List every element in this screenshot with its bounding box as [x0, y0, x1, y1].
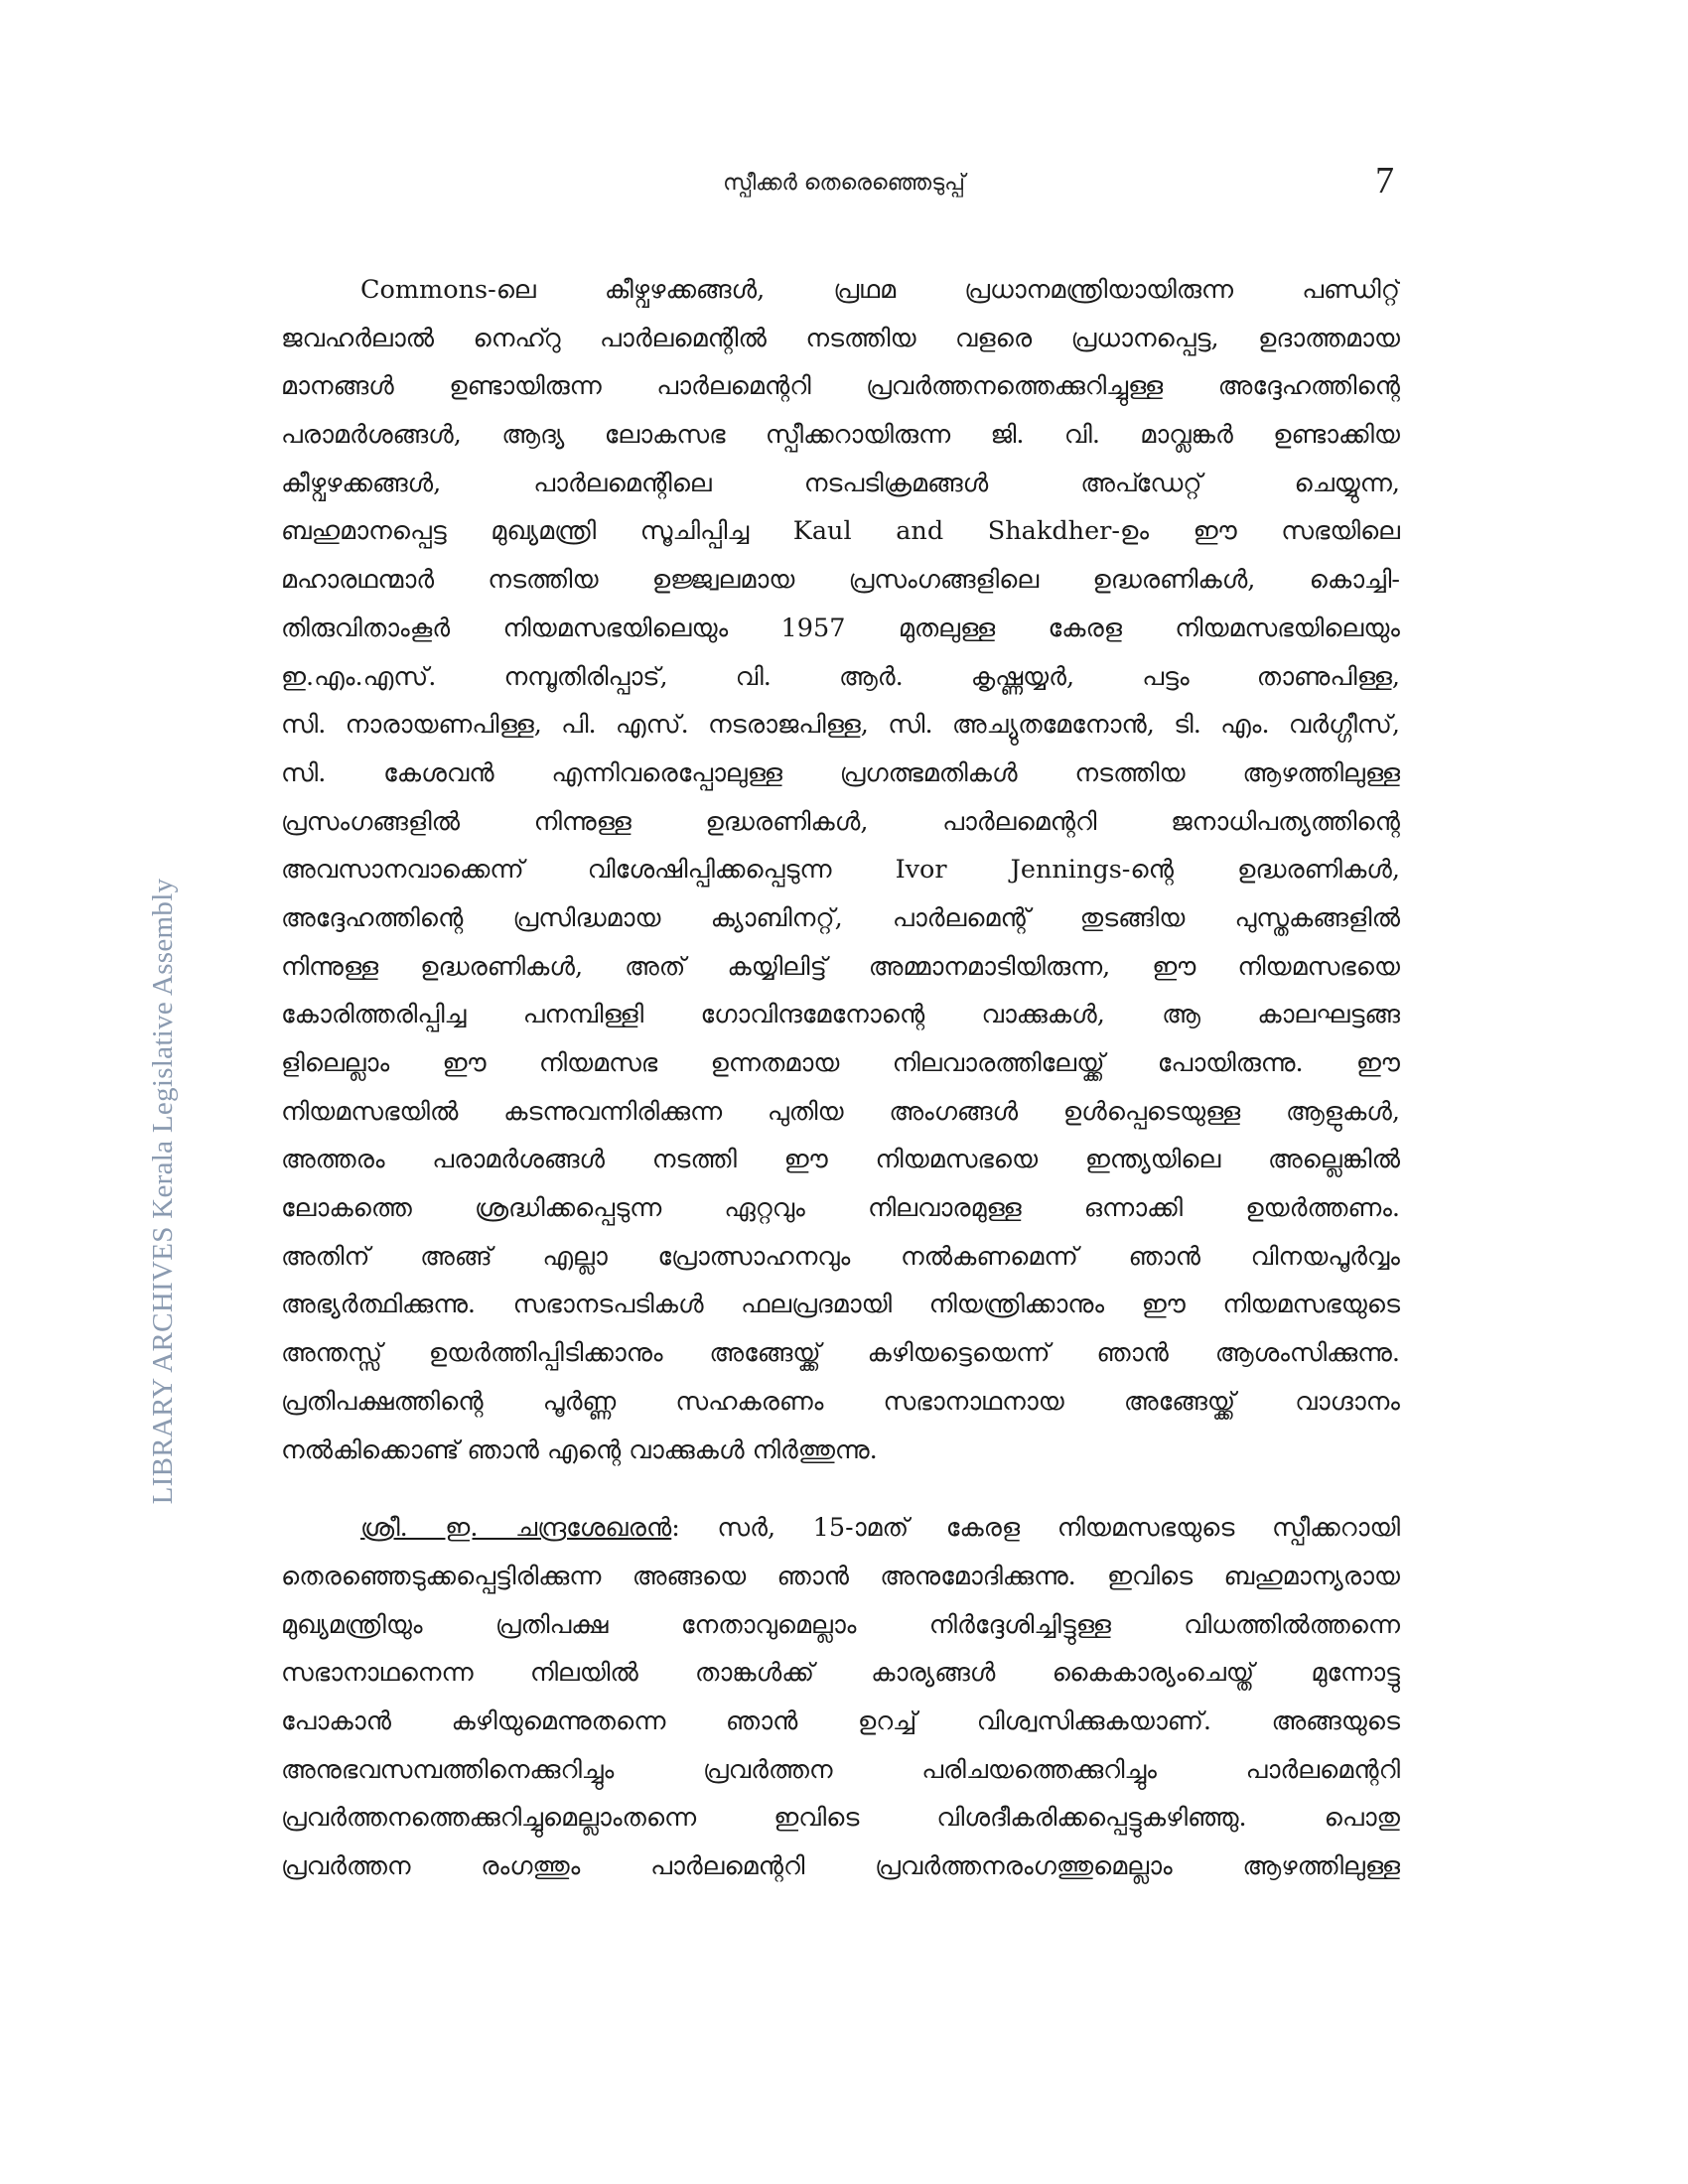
text-line: അവസാനവാക്കെന്ന് വിശേഷിപ്പിക്കപ്പെടുന്ന Ivor Jennings-ന്റെ ഉദ്ധരണികൾ, [281, 855, 1400, 886]
paragraph-2-first-line [281, 1504, 1400, 1553]
text-line: മാനങ്ങൾ ഉണ്ടായിരുന്ന പാർലമെന്ററി പ്രവർത്തനത്തെക്കുറിച്ചുള്ള അദ്ദേഹത്തിന്റെ [281, 371, 1400, 402]
text-line: അതിന് അങ്ങ് എല്ലാ പ്രോത്സാഹനവും നൽകണമെന്ന് ഞാൻ വിനയപൂർവ്വം [281, 1241, 1400, 1272]
speaker-name: ശ്രീ. ഇ. ചന്ദ്രശേഖരൻ [360, 1513, 672, 1544]
text-line: തെരഞ്ഞെടുക്കപ്പെട്ടിരിക്കുന്ന അങ്ങയെ ഞാൻ അനുമോദിക്കുന്നു. ഇവിടെ ബഹുമാന്യരായ [281, 1561, 1400, 1591]
side-watermark: LIBRARY ARCHIVES Kerala Legislative Assembly [147, 878, 179, 1505]
text-line: തിരുവിതാംകൂർ നിയമസഭയിലെയും 1957 മുതലുള്ള കേരള നിയമസഭയിലെയും [281, 613, 1400, 643]
text-line: മഹാരഥന്മാർ നടത്തിയ ഉജ്ജ്വലമായ പ്രസംഗങ്ങളിലെ ഉദ്ധരണികൾ, കൊച്ചി- [281, 565, 1400, 596]
paragraph-2 [281, 1504, 1400, 1891]
text-line: നിന്നുള്ള ഉദ്ധരണികൾ, അത് കയ്യിലിട്ട് അമ്മാനമാടിയിരുന്ന, ഈ നിയമസഭയെ [281, 951, 1400, 982]
text-line: പരാമർശങ്ങൾ, ആദ്യ ലോകസഭ സ്പീക്കറായിരുന്ന ജി. വി. മാവ്ലങ്കർ ഉണ്ടാക്കിയ [281, 420, 1400, 451]
text-line: Commons-ലെ കീഴ്വഴക്കങ്ങൾ, പ്രഥമ പ്രധാനമന്ത്രിയായിരുന്ന പണ്ഡിറ്റ് [360, 275, 1400, 305]
text-line: അനുഭവസമ്പത്തിനെക്കുറിച്ചും പ്രവർത്തന പരിചയത്തെക്കുറിച്ചും പാർലമെന്ററി [281, 1754, 1400, 1785]
text-line: സഭാനാഥനെന്ന നിലയിൽ താങ്കൾക്ക് കാര്യങ്ങൾ കൈകാര്യംചെയ്ത് മുന്നോട്ടു [281, 1658, 1400, 1689]
text-line: ഇ.എം.എസ്. നമ്പൂതിരിപ്പാട്, വി. ആർ. കൃഷ്ണയ്യർ, പട്ടം താണുപിള്ള, [281, 661, 1400, 692]
text-line: ജവഹർലാൽ നെഹ്റു പാർലമെന്റിൽ നടത്തിയ വളരെ പ്രധാനപ്പെട്ട, ഉദാത്തമായ [281, 323, 1400, 353]
text-line: ബഹുമാനപ്പെട്ട മുഖ്യമന്ത്രി സൂചിപ്പിച്ച Kaul and Shakdher-ഉം ഈ സഭയിലെ [281, 516, 1400, 547]
text-line: സി. കേശവൻ എന്നിവരെപ്പോലുള്ള പ്രഗത്ഭമതികൾ നടത്തിയ ആഴത്തിലുള്ള [281, 757, 1400, 788]
text-line: അദ്ദേഹത്തിന്റെ പ്രസിദ്ധമായ ക്യാബിനറ്റ്, പാർലമെന്റ് തുടങ്ങിയ പുസ്തകങ്ങളിൽ [281, 902, 1400, 933]
text-line: അഭ്യർത്ഥിക്കുന്നു. സഭാനടപടികൾ ഫലപ്രദമായി നിയന്ത്രിക്കാനും ഈ നിയമസഭയുടെ [281, 1290, 1400, 1320]
text-line: മുഖ്യമന്ത്രിയും പ്രതിപക്ഷ നേതാവുമെല്ലാം നിർദ്ദേശിച്ചിട്ടുള്ള വിധത്തിൽത്തന്നെ [281, 1609, 1400, 1640]
body-text [281, 266, 1400, 1891]
paragraph-1 [281, 266, 1400, 1474]
page-number: 7 [1375, 160, 1394, 202]
text-line: പ്രവർത്തനത്തെക്കുറിച്ചുമെല്ലാംതന്നെ ഇവിടെ വിശദീകരിക്കപ്പെട്ടുകഴിഞ്ഞു. പൊതു [281, 1803, 1400, 1834]
page-header-title: സ്പീക്കർ തെരെഞ്ഞെടുപ്പ് [723, 171, 965, 196]
text-line: നിയമസഭയിൽ കടന്നുവന്നിരിക്കുന്ന പുതിയ അംഗങ്ങൾ ഉൾപ്പെടെയുള്ള ആളുകൾ, [281, 1096, 1400, 1127]
text-line: പ്രസംഗങ്ങളിൽ നിന്നുള്ള ഉദ്ധരണികൾ, പാർലമെന്ററി ജനാധിപത്യത്തിന്റെ [281, 806, 1400, 837]
text-line: സി. നാരായണപിള്ള, പി. എസ്. നടരാജപിള്ള, സി. അച്യുതമേനോൻ, ടി. എം. വർഗ്ഗീസ്, [281, 710, 1400, 741]
text-line: ലോകത്തെ ശ്രദ്ധിക്കപ്പെടുന്ന ഏറ്റവും നിലവാരമുള്ള ഒന്നാക്കി ഉയർത്തണം. [281, 1193, 1400, 1224]
text-line: അത്തരം പരാമർശങ്ങൾ നടത്തി ഈ നിയമസഭയെ ഇന്ത്യയിലെ അല്ലെങ്കിൽ [281, 1145, 1400, 1175]
text-line: പ്രതിപക്ഷത്തിന്റെ പൂർണ്ണ സഹകരണം സഭാനാഥനായ അങ്ങേയ്ക്ക് വാഗ്ദാനം [281, 1386, 1400, 1417]
first-line-text: : സർ, 15-ാമത് കേരള നിയമസഭയുടെ സ്പീക്കറായി [671, 1513, 1400, 1544]
text-line: നൽകിക്കൊണ്ട് ഞാൻ എന്റെ വാക്കുകൾ നിർത്തുന്നു. [281, 1434, 878, 1465]
text-line: ളിലെല്ലാം ഈ നിയമസഭ ഉന്നതമായ നിലവാരത്തിലേയ്ക്ക് പോയിരുന്നു. ഈ [281, 1048, 1400, 1078]
text-line: കീഴ്വഴക്കങ്ങൾ, പാർലമെന്റിലെ നടപടിക്രമങ്ങൾ അപ്ഡേറ്റ് ചെയ്യുന്ന, [281, 468, 1400, 498]
text-line: പോകാൻ കഴിയുമെന്നുതന്നെ ഞാൻ ഉറച്ച് വിശ്വസിക്കുകയാണ്. അങ്ങയുടെ [281, 1706, 1400, 1736]
text-line: പ്രവർത്തന രംഗത്തും പാർലമെന്ററി പ്രവർത്തനരംഗത്തുമെല്ലാം ആഴത്തിലുള്ള [281, 1851, 1400, 1881]
text-line: അന്തസ്സ് ഉയർത്തിപ്പിടിക്കാനും അങ്ങേയ്ക്ക് കഴിയട്ടെയെന്ന് ഞാൻ ആശംസിക്കുന്നു. [281, 1338, 1400, 1369]
text-line: കോരിത്തരിപ്പിച്ച പനമ്പിള്ളി ഗോവിന്ദമേനോന്റെ വാക്കുകൾ, ആ കാലഘട്ടങ്ങ [281, 1000, 1400, 1030]
